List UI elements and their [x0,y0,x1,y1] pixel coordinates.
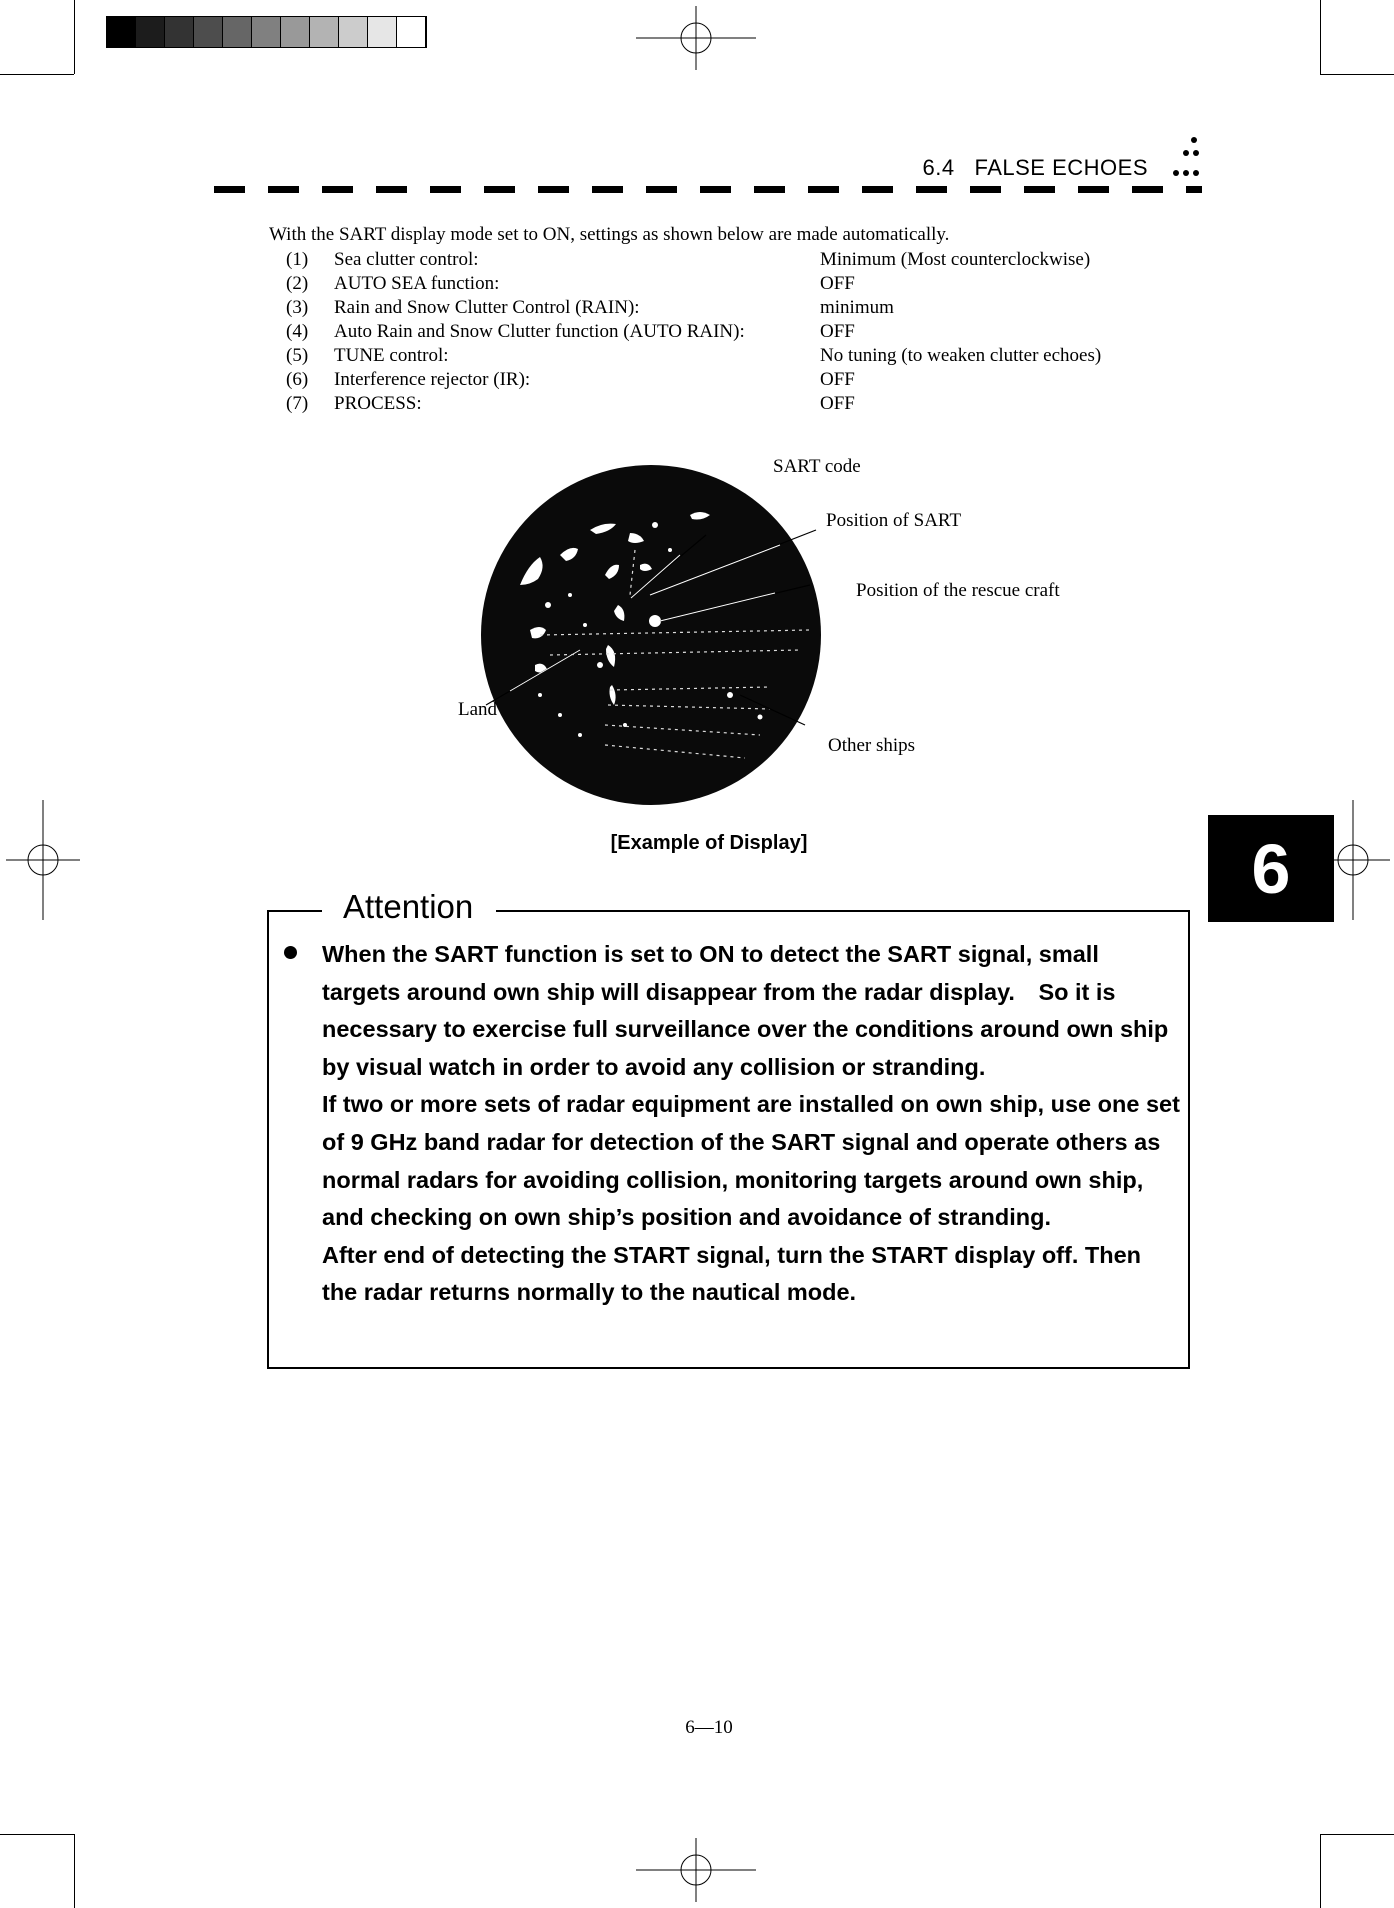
label-land: Land [458,699,498,720]
registration-target-icon [6,800,80,920]
label-other-ships: Other ships [828,735,916,756]
rescue-craft-echo [649,615,661,627]
grayscale-calibration-strip [106,16,427,48]
registration-target-icon [636,6,756,70]
attention-paragraph: If two or more sets of radar equipment are installed on own ship, use one set of 9 GHz band radar for detection of the SART signal and operate others as normal radars for avoiding collision, monitoring targets around own ship, and checking on own ship’s position and avoidance of stranding. [322,1091,1180,1231]
header-dashed-rule [214,186,1202,193]
list-item: (2) AUTO SEA function: OFF [286,273,855,294]
list-item: (3) Rain and Snow Clutter Control (RAIN): minimum [286,297,894,318]
registration-target-icon [636,1838,756,1902]
section-header [923,155,1148,181]
label-sart-position: Position of SART [826,510,962,531]
figure-caption: [Example of Display] [610,832,808,854]
section-title: FALSE ECHOES [974,155,1148,180]
section-number: 6.4 [922,155,955,180]
list-item: (7) PROCESS: OFF [286,393,855,414]
label-rescue-craft: Position of the rescue craft [856,580,1060,601]
list-item: (6) Interference rejector (IR): OFF [286,369,855,390]
radar-display-figure [440,455,1100,825]
settings-list [286,248,1101,416]
attention-title: Attention [343,888,474,925]
chapter-tab: 6 [1208,815,1334,922]
header-dots-icon [1170,135,1202,179]
radar-display-image [440,455,1100,825]
list-item: (4) Auto Rain and Snow Clutter function (AUTO RAIN): OFF [286,321,855,342]
attention-paragraph: After end of detecting the START signal, turn the START display off. Then the radar returns normally to the nautical mode. [322,1241,1142,1306]
list-item: (1) Sea clutter control: Minimum (Most counterclockwise) [286,249,1091,270]
list-item: (5) TUNE control: No tuning (to weaken clutter echoes) [286,345,1102,366]
attention-body [322,936,1182,1312]
intro-text: With the SART display mode set to ON, settings as shown below are made automatically. [269,224,950,245]
bullet-icon [284,946,297,959]
label-sart-code: SART code [773,456,861,477]
attention-paragraph: When the SART function is set to ON to detect the SART signal, small targets around own ship will disappear from the radar display. So it is necessary to exercise full surveillance over the conditions around own ship by visual watch in order to avoid any collision or stranding. [322,941,1169,1080]
attention-border-top-left [267,910,322,912]
attention-border-top-right [496,910,1190,912]
page-number: 6—10 [685,1717,733,1738]
